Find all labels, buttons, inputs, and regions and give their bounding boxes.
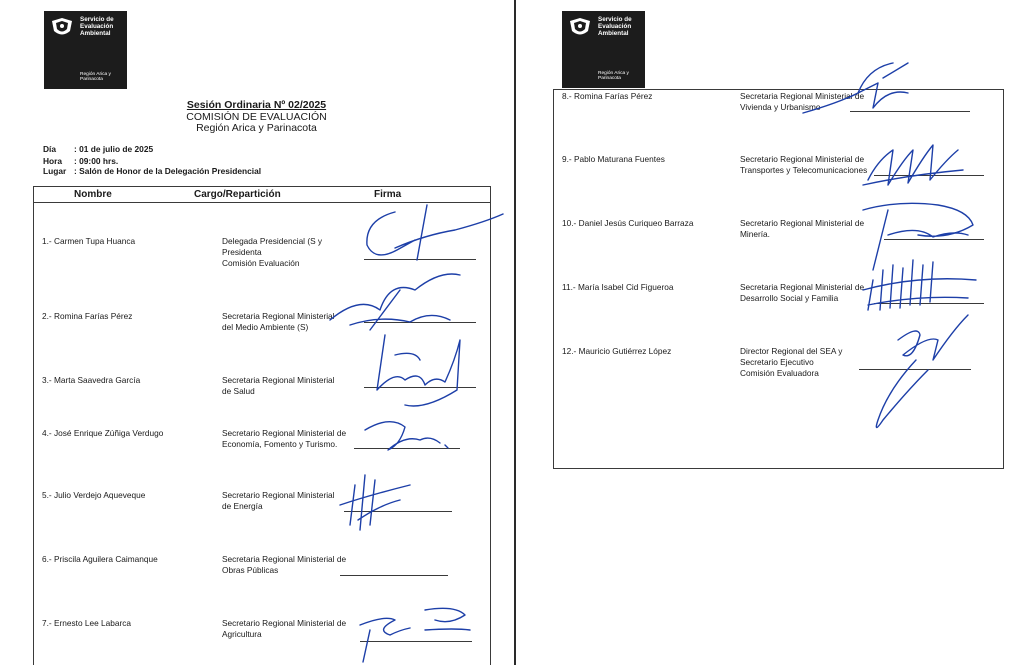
cargo-line: Secretario Regional Ministerial de — [740, 218, 865, 228]
cargo-line: Economía, Fomento y Turismo. — [222, 439, 338, 449]
cargo-line: Presidenta — [222, 247, 262, 257]
table-row — [34, 311, 492, 341]
cargo-line: Secretaria Regional Ministerial de — [740, 282, 865, 292]
chile-shield-icon — [568, 17, 592, 39]
cargo-line: Agricultura — [222, 629, 262, 639]
cargo-line: Secretario Regional Ministerial de — [222, 428, 347, 438]
signature-line — [859, 369, 971, 370]
cargo-line: Secretaria Regional Ministerial de — [740, 91, 865, 101]
table-row — [34, 618, 492, 648]
member-name: 5.- Julio Verdejo Aqueveque — [42, 490, 146, 500]
session-title: Sesión Ordinaria Nº 02/2025 — [186, 99, 327, 111]
cargo-line: Delegada Presidencial (S y — [222, 236, 323, 246]
page-divider — [514, 0, 516, 665]
table-row — [554, 282, 1005, 312]
region-name: Región Arica y Parinacota — [196, 122, 317, 134]
cargo-line: Director Regional del SEA y — [740, 346, 843, 356]
cargo-line: de Salud — [222, 386, 255, 396]
member-cargo — [222, 428, 346, 450]
meta-date — [43, 144, 153, 154]
cargo-line: Secretario Regional Ministerial de — [740, 154, 865, 164]
member-name: 12.- Mauricio Gutiérrez López — [562, 346, 672, 356]
member-name: 7.- Ernesto Lee Labarca — [42, 618, 132, 628]
member-cargo — [222, 375, 335, 397]
attendance-table-continued — [553, 89, 1004, 469]
member-name: 6.- Priscila Aguilera Caimanque — [42, 554, 158, 564]
header-firma: Firma — [374, 189, 402, 200]
signature-line — [354, 448, 460, 449]
cargo-line: Comisión Evaluación — [222, 258, 300, 268]
cargo-line: Secretaria Regional Ministerial — [222, 311, 335, 321]
table-row — [554, 218, 1005, 248]
cargo-line: Secretario Ejecutivo — [740, 357, 814, 367]
cargo-line: del Medio Ambiente (S) — [222, 322, 309, 332]
cargo-line: Obras Públicas — [222, 565, 279, 575]
signature-line — [344, 511, 452, 512]
member-cargo — [222, 311, 335, 333]
logo-org-name: Servicio de Evaluación Ambiental — [80, 16, 114, 37]
chile-shield-icon — [50, 17, 74, 39]
member-cargo — [222, 618, 346, 640]
member-name: 3.- Marta Saavedra García — [42, 375, 141, 385]
logo-region: Región Arica y Parinacota — [598, 70, 629, 82]
signature-line — [364, 387, 476, 388]
place-value: : Salón de Honor de la Delegación Presidencial — [74, 166, 262, 176]
cargo-line: Secretaria Regional Ministerial de — [222, 554, 347, 564]
table-row — [554, 346, 1005, 386]
member-name: 1.- Carmen Tupa Huanca — [42, 236, 136, 246]
table-row — [34, 428, 492, 458]
cargo-line: de Energía — [222, 501, 263, 511]
signature-line — [360, 641, 472, 642]
date-label: Día — [43, 144, 57, 154]
document-page-2 — [518, 0, 1024, 665]
header-name: Nombre — [74, 189, 112, 200]
signature-line — [884, 239, 984, 240]
signature-line — [364, 322, 476, 323]
attendance-table — [33, 186, 491, 665]
member-cargo — [740, 91, 864, 113]
time-label: Hora — [43, 156, 63, 166]
table-row — [34, 554, 492, 584]
cargo-line: Minería. — [740, 229, 770, 239]
date-value: : 01 de julio de 2025 — [74, 144, 154, 154]
table-row — [34, 236, 492, 276]
place-label: Lugar — [43, 166, 67, 176]
cargo-line: Vivienda y Urbanismo — [740, 102, 821, 112]
table-header-row — [34, 187, 490, 203]
signature-line — [874, 303, 984, 304]
commission-name: COMISIÓN DE EVALUACIÓN — [186, 111, 327, 123]
table-row — [34, 375, 492, 405]
member-name: 9.- Pablo Maturana Fuentes — [562, 154, 665, 164]
member-cargo — [222, 236, 322, 269]
logo-org-name: Servicio de Evaluación Ambiental — [598, 16, 632, 37]
cargo-line: Transportes y Telecomunicaciones — [740, 165, 868, 175]
member-name: 10.- Daniel Jesús Curiqueo Barraza — [562, 218, 694, 228]
meta-place — [43, 166, 261, 176]
cargo-line: Desarrollo Social y Familia — [740, 293, 839, 303]
signature-line — [850, 111, 970, 112]
table-row — [554, 91, 1005, 121]
signature-line — [874, 175, 984, 176]
member-cargo — [740, 154, 867, 176]
cargo-line: Secretaria Regional Ministerial — [222, 375, 335, 385]
cargo-line: Comisión Evaluadora — [740, 368, 819, 378]
member-name: 11.- María Isabel Cid Figueroa — [562, 282, 674, 292]
sea-logo — [44, 11, 127, 89]
member-cargo — [740, 218, 864, 240]
sea-logo — [562, 11, 645, 88]
member-name: 8.- Romina Farías Pérez — [562, 91, 653, 101]
table-row — [34, 490, 492, 520]
member-cargo — [222, 490, 335, 512]
signature-line — [364, 259, 476, 260]
cargo-line: Secretario Regional Ministerial de — [222, 618, 347, 628]
member-cargo — [740, 346, 842, 379]
header-cargo: Cargo/Repartición — [194, 189, 281, 200]
signature-line — [340, 575, 448, 576]
member-name: 4.- José Enrique Zúñiga Verdugo — [42, 428, 164, 438]
member-name: 2.- Romina Farías Pérez — [42, 311, 133, 321]
table-row — [554, 154, 1005, 184]
time-value: : 09:00 hrs. — [74, 156, 119, 166]
meta-time — [43, 156, 118, 166]
member-cargo — [222, 554, 346, 576]
logo-region: Región Arica y Parinacota — [80, 71, 111, 83]
cargo-line: Secretario Regional Ministerial — [222, 490, 335, 500]
member-cargo — [740, 282, 864, 304]
